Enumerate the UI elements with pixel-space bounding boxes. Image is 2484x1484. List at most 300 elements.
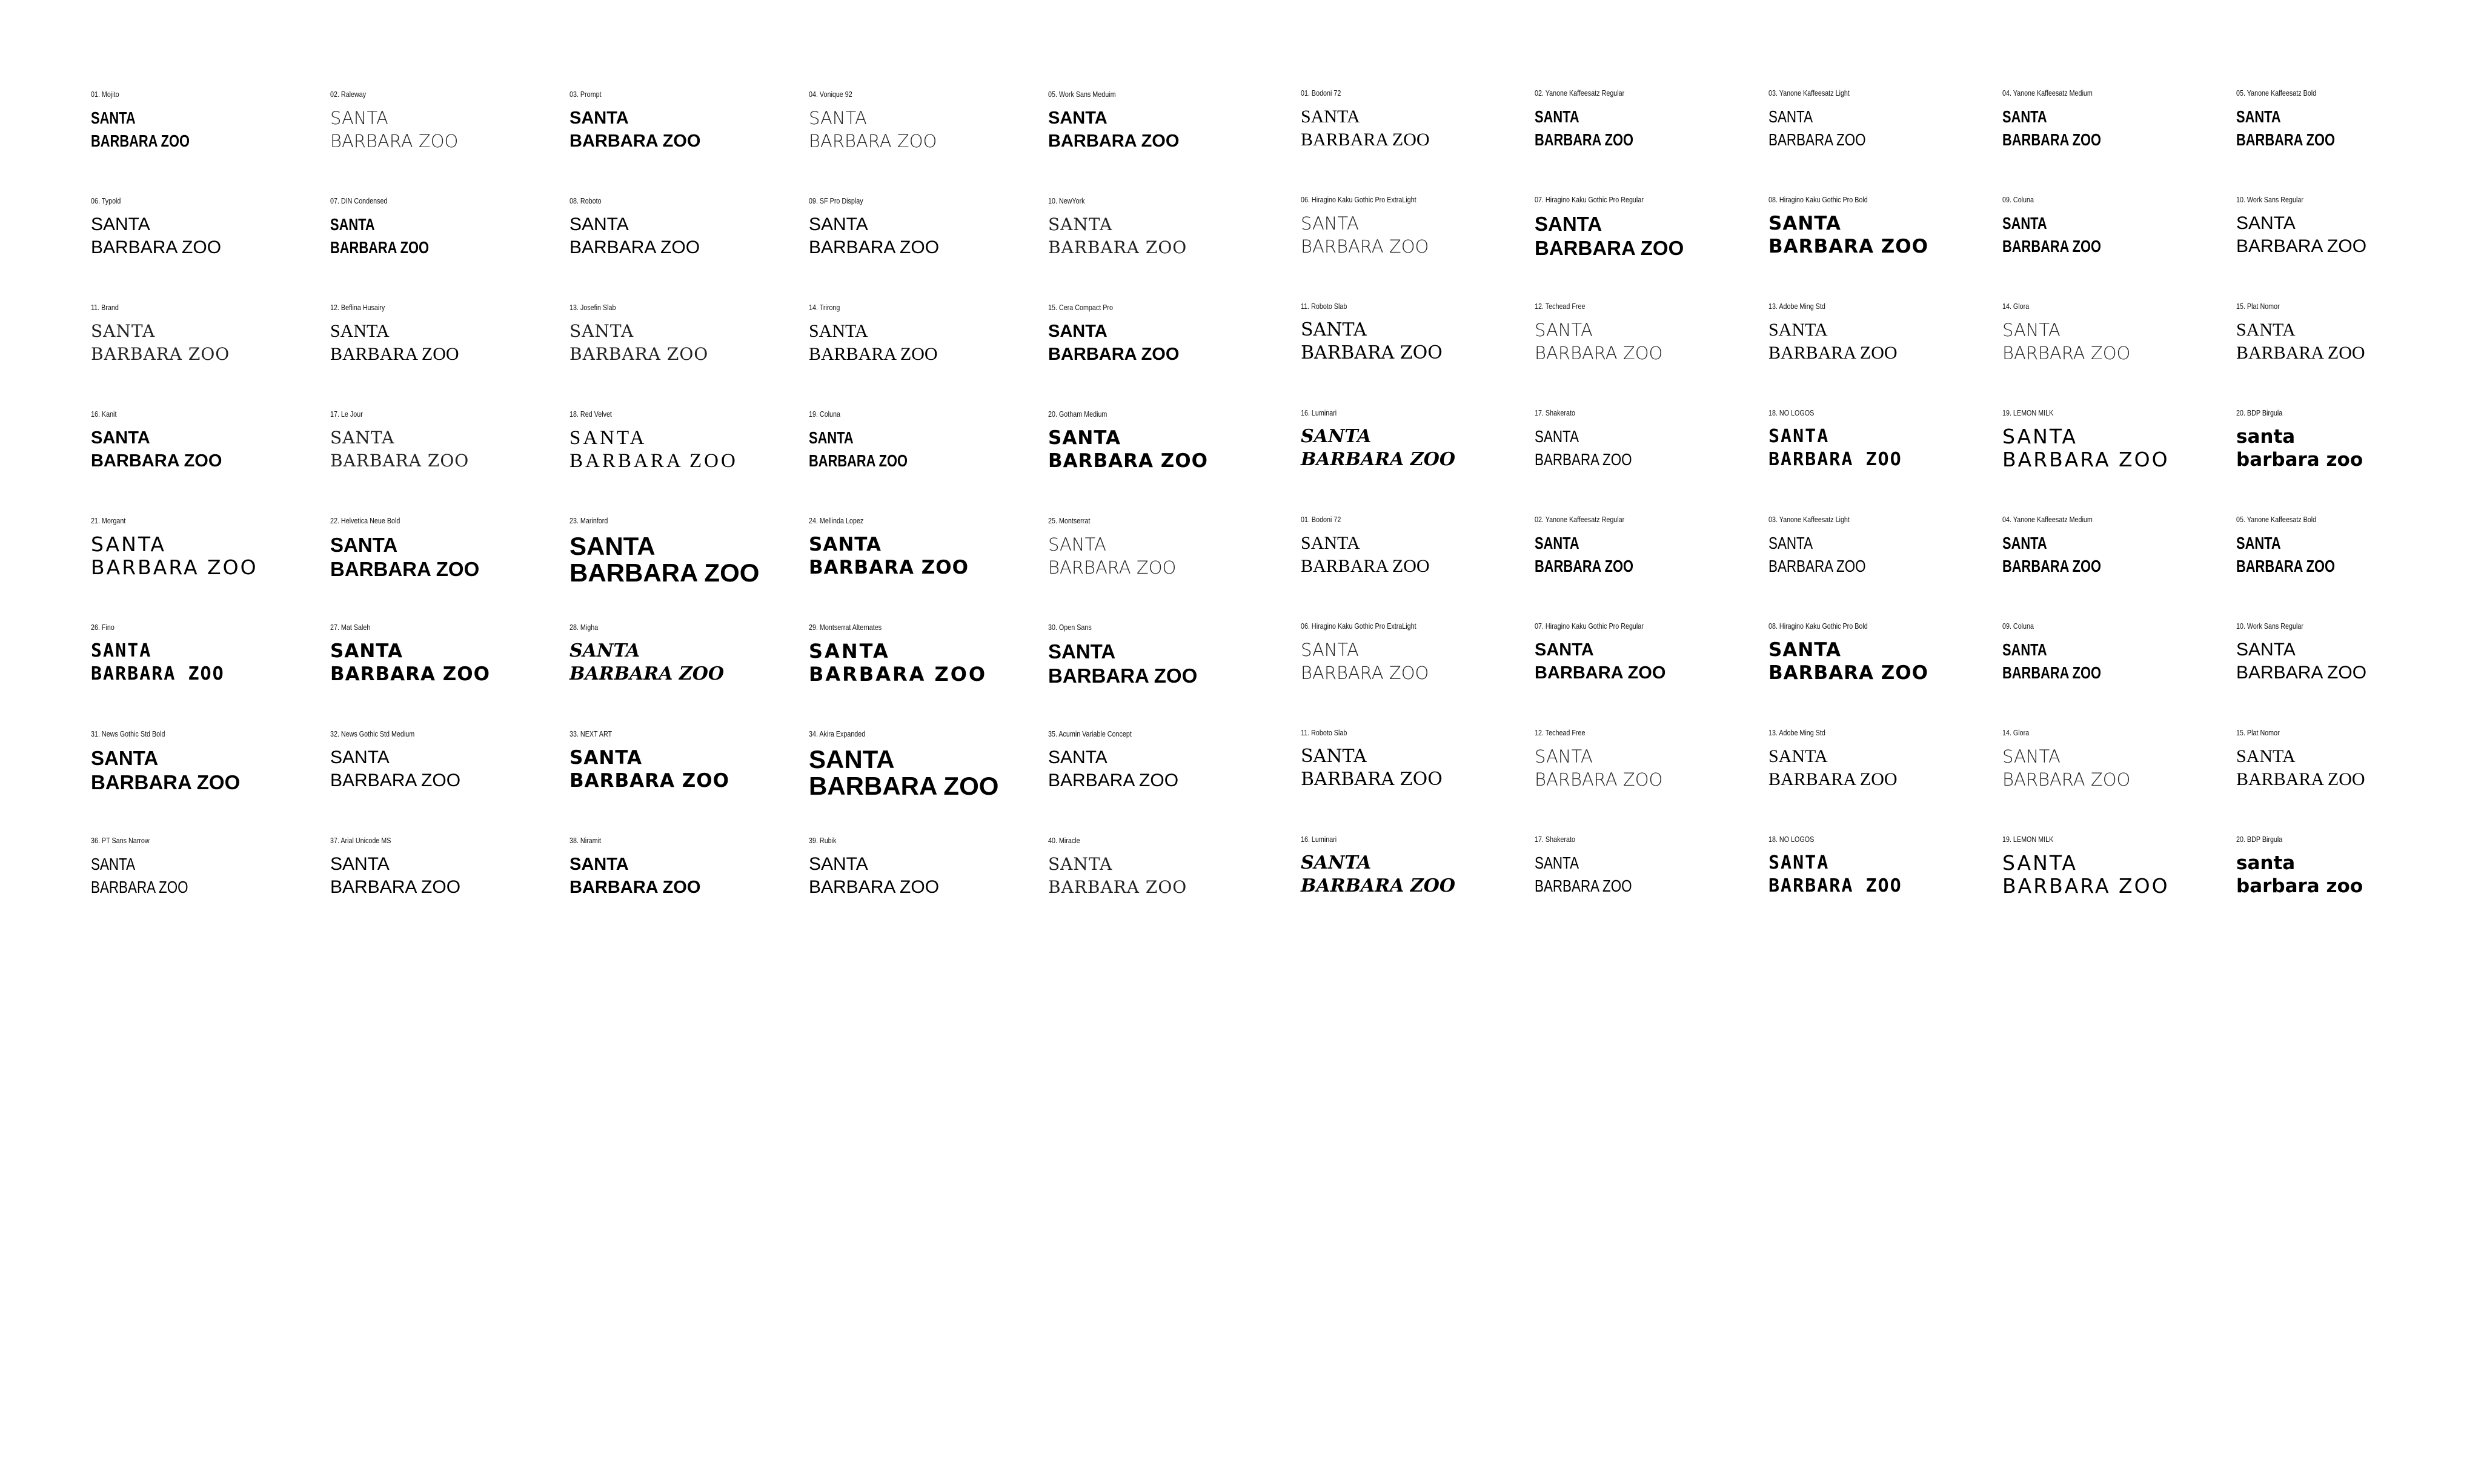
- sample-line-1: SANTA: [1301, 107, 1360, 127]
- sample-line-2: BARBARA ZOO: [1048, 770, 1179, 790]
- sample-line-1: SANTA: [1048, 427, 1121, 449]
- sample-line-1: SANTA: [91, 428, 150, 448]
- font-specimen: [1768, 515, 2002, 621]
- font-caption: 22. Helvetica Neue Bold: [330, 517, 400, 525]
- font-caption: 26. Fino: [91, 623, 115, 632]
- font-sample: [1768, 319, 2002, 365]
- sample-line-2: BARBARA ZOO: [1301, 663, 1429, 683]
- font-sample: [2002, 425, 2236, 471]
- font-caption: 24. Mellinda Lopez: [809, 517, 864, 525]
- font-specimen: [570, 196, 809, 303]
- font-specimen: [91, 409, 330, 516]
- font-specimen: [91, 90, 330, 196]
- font-sample: [91, 426, 330, 472]
- font-sample: [1535, 425, 1722, 471]
- sample-line-1: SANTA: [1768, 639, 1841, 661]
- font-specimen: [570, 516, 809, 623]
- sample-line-1: SANTA: [1048, 534, 1106, 555]
- font-specimen: [1301, 728, 1535, 835]
- font-sample: [330, 426, 570, 472]
- sample-line-2: BARBARA ZOO: [1048, 664, 1198, 687]
- font-specimen: [91, 516, 330, 623]
- font-specimen: [2002, 621, 2236, 728]
- font-specimen: [1535, 515, 1768, 621]
- sample-line-2: BARBARA ZOO: [2002, 130, 2101, 149]
- sample-line-2: BARBARA ZOO: [1768, 662, 1928, 684]
- sample-line-2: BARBARA ZOO: [809, 557, 969, 578]
- sample-line-2: BARBARA ZOO: [1301, 556, 1430, 576]
- sample-line-1: SANTA: [1768, 426, 1830, 447]
- font-specimen: [2002, 88, 2236, 195]
- sample-line-2: BARBARA ZOO: [1768, 343, 1898, 363]
- sample-line-2: BARBARA ZOO: [2236, 769, 2365, 789]
- font-specimen: [1535, 195, 1768, 302]
- font-specimen: [2002, 835, 2236, 941]
- font-sample: [2002, 638, 2185, 684]
- sample-line-1: SANTA: [91, 214, 150, 234]
- sample-line-1: SANTA: [330, 321, 390, 341]
- sample-line-2: BARBARA ZOO: [809, 237, 940, 257]
- sample-line-1: SANTA: [809, 854, 868, 874]
- font-sample: [1301, 425, 1535, 471]
- font-sample: [91, 640, 330, 686]
- font-specimen: [2236, 835, 2470, 941]
- font-specimen: [91, 623, 330, 729]
- font-specimen: [1301, 621, 1535, 728]
- font-specimen: [1048, 303, 1287, 409]
- font-sample: [2236, 425, 2470, 471]
- font-sample: [570, 533, 809, 586]
- sample-line-2: BARBARA ZOO: [2236, 557, 2335, 575]
- sample-line-1: SANTA: [1768, 320, 1828, 340]
- font-sample: [330, 853, 570, 899]
- sample-line-1: SANTA: [1535, 534, 1579, 552]
- sample-line-1: SANTA: [1048, 108, 1108, 128]
- sample-line-2: BARBARA ZOO: [1048, 131, 1180, 151]
- sample-line-1: SANTA: [2002, 425, 2077, 448]
- font-sample: [330, 213, 517, 259]
- font-caption: 06. Hiragino Kaku Gothic Pro ExtraLight: [1301, 196, 1416, 204]
- sample-line-2: BARBARA ZOO: [1301, 769, 1443, 790]
- font-sample: [1768, 425, 2002, 471]
- font-sample: [1048, 320, 1287, 366]
- sample-line-2: BARBARA ZOO: [91, 451, 222, 471]
- font-sample: [1301, 105, 1535, 151]
- font-caption: 05. Yanone Kaffeesatz Bold: [2236, 515, 2317, 524]
- font-sample: [1535, 319, 1768, 365]
- font-specimen: [330, 196, 570, 303]
- sample-line-2: BARBARA ZOO: [330, 877, 461, 897]
- sample-line-1: SANTA: [1301, 319, 1367, 340]
- sample-line-1: SANTA: [2236, 746, 2296, 766]
- font-specimen: [1048, 90, 1287, 196]
- sample-line-2: BARBARA ZOO: [1535, 343, 1663, 363]
- font-sample: [1048, 746, 1287, 792]
- sample-line-2: BARBARA ZOO: [330, 558, 480, 580]
- font-specimen: [1048, 409, 1287, 516]
- sample-line-1: SANTA: [570, 321, 634, 341]
- sample-line-2: BARBARA ZOO: [330, 131, 459, 151]
- sample-line-1: SANTA: [570, 427, 647, 449]
- font-caption: 05. Work Sans Meduim: [1048, 90, 1116, 99]
- font-caption: 38. Niramit: [570, 836, 601, 845]
- font-sample: [809, 426, 995, 472]
- sample-line-1: SANTA: [2236, 320, 2296, 340]
- sample-line-2: BARBARA ZOO: [91, 344, 230, 364]
- font-specimen: [1535, 408, 1768, 515]
- sample-line-2: BARBARA ZOO: [570, 237, 700, 257]
- sample-line-1: santa: [2236, 426, 2296, 448]
- sample-line-1: SANTA: [1768, 213, 1841, 234]
- font-specimen: [330, 516, 570, 623]
- sample-line-2: BARBARA ZOO: [1301, 449, 1456, 470]
- sample-line-1: SANTA: [2002, 851, 2077, 875]
- font-sample: [809, 320, 1048, 366]
- sample-line-1: SANTA: [330, 640, 403, 662]
- font-sample: [1048, 640, 1287, 688]
- font-sample: [809, 213, 1048, 259]
- font-caption: 30. Open Sans: [1048, 623, 1092, 632]
- font-specimen: [570, 623, 809, 729]
- font-caption: 06. Typold: [91, 197, 121, 205]
- font-sample: [1301, 319, 1535, 365]
- font-specimen: [1301, 408, 1535, 515]
- font-specimen: [91, 303, 330, 409]
- font-sample: [91, 213, 330, 259]
- sample-line-1: SANTA: [570, 855, 629, 874]
- sample-line-1: SANTA: [1301, 213, 1359, 234]
- font-sample: [570, 746, 809, 792]
- font-specimen: [330, 729, 570, 836]
- font-caption: 35. Acumin Variable Concept: [1048, 730, 1132, 738]
- font-caption: 01. Mojito: [91, 90, 119, 99]
- font-caption: 02. Yanone Kaffeesatz Regular: [1535, 515, 1625, 524]
- font-sample: [809, 853, 1048, 899]
- sample-line-1: SANTA: [1048, 640, 1116, 663]
- font-specimen: [2236, 195, 2470, 302]
- font-caption: 10. Work Sans Regular: [2236, 622, 2303, 631]
- font-caption: 20. BDP Birgula: [2236, 835, 2283, 844]
- sample-line-1: SANTA: [570, 747, 642, 769]
- font-specimen: [1048, 623, 1287, 729]
- sample-line-2: BARBARA ZOO: [1301, 875, 1456, 896]
- font-caption: 27. Mat Saleh: [330, 623, 371, 632]
- sample-line-2: BARBARA ZOO: [570, 663, 725, 684]
- font-specimen: [2002, 728, 2236, 835]
- font-specimen: [1048, 836, 1287, 942]
- font-specimen: [1768, 408, 2002, 515]
- sample-line-2: BARBARA ZOO: [1301, 130, 1430, 150]
- sample-line-2: BARBARA ZOO: [2002, 874, 2170, 898]
- font-caption: 06. Hiragino Kaku Gothic Pro ExtraLight: [1301, 622, 1416, 631]
- font-specimen: [570, 409, 809, 516]
- sample-line-1: SANTA: [2002, 746, 2061, 767]
- font-caption: 09. Coluna: [2002, 196, 2034, 204]
- sample-line-2: BARBARA ZOO: [1768, 557, 1866, 575]
- sample-line-2: BARBARA ZOO: [1048, 877, 1187, 897]
- font-sample: [1535, 532, 1717, 578]
- font-sample: [1048, 426, 1287, 472]
- sample-line-1: SANTA: [91, 321, 156, 341]
- font-caption: 33. NEXT ART: [570, 730, 613, 738]
- sample-line-1: SANTA: [2002, 320, 2061, 340]
- font-caption: 39. Rubik: [809, 836, 837, 845]
- font-caption: 04. Vonique 92: [809, 90, 852, 99]
- sample-line-1: SANTA: [330, 428, 395, 448]
- sample-line-1: SANTA: [330, 108, 388, 128]
- font-specimen: [1768, 302, 2002, 408]
- font-caption: 37. Arial Unicode MS: [330, 836, 391, 845]
- sample-line-1: SANTA: [1535, 746, 1593, 767]
- font-caption: 28. Migha: [570, 623, 599, 632]
- font-caption: 09. SF Pro Display: [809, 197, 863, 205]
- font-sample: [570, 320, 809, 366]
- font-specimen: [91, 836, 330, 942]
- font-caption: 31. News Gothic Std Bold: [91, 730, 165, 738]
- sample-line-1: SANTA: [809, 428, 854, 447]
- sample-line-1: SANTA: [1768, 107, 1813, 126]
- sample-line-1: SANTA: [1535, 107, 1579, 126]
- font-sample: [2236, 638, 2470, 684]
- font-sample: [330, 533, 570, 581]
- font-caption: 23. Marinford: [570, 517, 608, 525]
- font-caption: 10. Work Sans Regular: [2236, 196, 2303, 204]
- sample-line-2: BARBARA ZOO: [1768, 769, 1898, 789]
- font-specimen: [1768, 835, 2002, 941]
- sample-line-2: BARBARA ZOO: [1301, 342, 1443, 363]
- font-caption: 15. Cera Compact Pro: [1048, 303, 1113, 312]
- font-specimen: [330, 409, 570, 516]
- font-caption: 19. LEMON MILK: [2002, 409, 2054, 417]
- font-sample: [1768, 532, 1956, 578]
- font-sample: [1535, 745, 1768, 791]
- sample-line-1: SANTA: [1535, 853, 1579, 872]
- sample-line-2: BARBARA ZOO: [1048, 237, 1187, 257]
- sample-line-2: BARBARA ZOO: [2236, 663, 2367, 683]
- sample-line-2: BARBARA ZOO: [1535, 663, 1666, 683]
- font-specimen: [1768, 621, 2002, 728]
- sample-line-1: SANTA: [330, 215, 375, 234]
- font-sample: [570, 853, 809, 899]
- font-sample: [2002, 852, 2236, 898]
- sample-line-1: SANTA: [809, 214, 868, 234]
- font-specimen: [2236, 88, 2470, 195]
- sample-line-2: BARBARA ZOO: [2002, 663, 2101, 682]
- font-specimen: [809, 836, 1048, 942]
- font-caption: 18. Red Velvet: [570, 410, 612, 419]
- font-sample: [91, 746, 330, 795]
- font-specimen: [2002, 195, 2236, 302]
- sample-line-2: BARBARA ZOO: [570, 450, 738, 472]
- font-caption: 11. Roboto Slab: [1301, 302, 1347, 311]
- font-caption: 08. Hiragino Kaku Gothic Pro Bold: [1768, 196, 1868, 204]
- sample-line-1: SANTA: [1301, 640, 1359, 660]
- font-sample: [330, 640, 570, 686]
- sample-line-1: SANTA: [2002, 640, 2047, 659]
- font-specimen: [1301, 195, 1535, 302]
- font-caption: 17. Le Jour: [330, 410, 363, 419]
- font-sample: [1048, 213, 1287, 259]
- sample-line-2: BARBARA ZOO: [2002, 769, 2131, 790]
- font-specimen-grid-left: [91, 90, 1287, 942]
- font-caption: 10. NewYork: [1048, 197, 1085, 205]
- font-caption: 02. Yanone Kaffeesatz Regular: [1535, 89, 1625, 98]
- font-sample: [1048, 533, 1287, 579]
- font-sample: [330, 746, 570, 792]
- font-caption: 18. NO LOGOS: [1768, 409, 1815, 417]
- sample-line-1: SANTA: [2002, 534, 2047, 552]
- sample-line-1: SANTA: [91, 532, 166, 556]
- font-sample: [91, 320, 330, 366]
- sample-line-2: BARBARA ZOO: [330, 663, 490, 685]
- sample-line-1: SANTA: [2236, 640, 2296, 660]
- font-caption: 21. Morgant: [91, 517, 126, 525]
- font-specimen: [570, 729, 809, 836]
- font-specimen: [1301, 835, 1535, 941]
- sample-line-1: SANTA: [330, 747, 390, 767]
- font-sample: [1768, 212, 2002, 258]
- font-sample: [2002, 745, 2236, 791]
- font-specimen: [1535, 835, 1768, 941]
- font-sample: [2236, 532, 2419, 578]
- font-caption: 03. Yanone Kaffeesatz Light: [1768, 515, 1850, 524]
- sample-line-2: BARBARA ZOO: [91, 771, 241, 793]
- sample-line-2: BARBARA ZOO: [1048, 345, 1180, 364]
- font-specimen: [570, 90, 809, 196]
- font-caption: 16. Luminari: [1301, 835, 1337, 844]
- sample-line-1: SANTA: [1535, 320, 1593, 340]
- sample-line-2: BARBARA ZOO: [2002, 448, 2170, 471]
- font-sample: [1768, 745, 2002, 791]
- font-sample: [2236, 745, 2470, 791]
- sample-line-2: BARBARA ZOO: [91, 555, 258, 579]
- font-specimen: [1535, 621, 1768, 728]
- sample-line-2: barbara zoo: [2236, 449, 2363, 471]
- sample-line-1: SANTA: [1301, 746, 1367, 767]
- font-sample: [1535, 105, 1717, 151]
- font-caption: 04. Yanone Kaffeesatz Medium: [2002, 89, 2093, 98]
- font-sample: [809, 640, 1048, 686]
- sample-line-2: BARBARA ZOO: [570, 131, 701, 151]
- sample-line-1: SANTA: [1535, 640, 1594, 660]
- font-caption: 03. Yanone Kaffeesatz Light: [1768, 89, 1850, 98]
- sample-line-1: SANTA: [1048, 854, 1113, 874]
- font-caption: 16. Luminari: [1301, 409, 1337, 417]
- font-sample: [2236, 105, 2419, 151]
- font-caption: 29. Montserrat Alternates: [809, 623, 882, 632]
- sample-line-1: SANTA: [1535, 213, 1602, 235]
- sample-line-2: BARBARA ZOO: [809, 131, 937, 151]
- font-caption: 08. Roboto: [570, 197, 602, 205]
- sample-line-2: BARBARA ZOO: [809, 344, 938, 364]
- sample-line-1: SANTA: [2236, 534, 2281, 552]
- font-specimen: [1768, 88, 2002, 195]
- font-specimen: [809, 729, 1048, 836]
- font-sample: [330, 107, 570, 153]
- font-caption: 15. Plat Nomor: [2236, 729, 2280, 737]
- sample-line-1: SANTA: [1048, 322, 1108, 341]
- font-caption: 14. Glora: [2002, 729, 2030, 737]
- font-caption: 19. Coluna: [809, 410, 841, 419]
- sample-line-2: BARBARA ZOO: [809, 877, 940, 897]
- font-caption: 07. Hiragino Kaku Gothic Pro Regular: [1535, 196, 1644, 204]
- font-specimen: [809, 409, 1048, 516]
- font-specimen: [330, 836, 570, 942]
- font-specimen-grid-right: [1301, 88, 2470, 941]
- sample-line-1: SANTA: [570, 214, 629, 234]
- sample-line-1: SANTA: [1301, 426, 1372, 447]
- sample-line-1: SANTA: [809, 108, 867, 128]
- sample-line-1: SANTA: [570, 108, 629, 128]
- sample-line-2: BARBARA ZOO: [91, 131, 190, 150]
- font-sample: [2236, 852, 2470, 898]
- sample-line-2: BARBARA ZOO: [330, 344, 459, 364]
- font-sample: [2236, 212, 2470, 258]
- sample-line-2: BARBARA ZOO: [1768, 449, 1902, 470]
- font-caption: 08. Hiragino Kaku Gothic Pro Bold: [1768, 622, 1868, 631]
- font-sample: [1301, 532, 1535, 578]
- sample-line-1: SANTA: [809, 321, 868, 341]
- sample-line-1: SANTA: [809, 534, 882, 555]
- font-specimen: [1048, 729, 1287, 836]
- sample-line-2: BARBARA ZOO: [330, 770, 461, 790]
- font-specimen: [809, 516, 1048, 623]
- font-specimen: [2236, 408, 2470, 515]
- sample-line-1: SANTA: [1768, 746, 1828, 766]
- font-specimen: [2002, 408, 2236, 515]
- sample-line-1: SANTA: [91, 747, 159, 769]
- font-specimen: [809, 303, 1048, 409]
- font-caption: 13. Adobe Ming Std: [1768, 729, 1825, 737]
- font-specimen: [1768, 195, 2002, 302]
- font-sample: [1768, 638, 2002, 684]
- font-specimen: [809, 90, 1048, 196]
- font-specimen: [91, 729, 330, 836]
- sample-line-2: BARBARA ZOO: [2236, 130, 2335, 149]
- font-specimen: [1048, 196, 1287, 303]
- font-sample: [2002, 212, 2185, 258]
- font-sample: [809, 533, 1048, 579]
- font-caption: 18. NO LOGOS: [1768, 835, 1815, 844]
- font-caption: 12. Techead Free: [1535, 729, 1586, 737]
- sample-line-1: SANTA: [809, 640, 890, 663]
- font-caption: 17. Shakerato: [1535, 409, 1575, 417]
- sample-line-2: BARBARA ZOO: [1048, 450, 1208, 472]
- sample-line-1: SANTA: [330, 534, 398, 556]
- font-caption: 07. DIN Condensed: [330, 197, 388, 205]
- sample-line-1: SANTA: [2002, 214, 2047, 233]
- sample-line-1: SANTA: [2002, 107, 2047, 126]
- sample-line-2: BARBARA ZOO: [570, 558, 760, 587]
- font-caption: 15. Plat Nomor: [2236, 302, 2280, 311]
- sample-line-2: BARBARA ZOO: [809, 663, 988, 686]
- font-specimen: [1768, 728, 2002, 835]
- font-caption: 07. Hiragino Kaku Gothic Pro Regular: [1535, 622, 1644, 631]
- sample-line-2: BARBARA ZOO: [1535, 450, 1632, 469]
- font-specimen: [2236, 515, 2470, 621]
- font-sample: [570, 107, 809, 153]
- font-caption: 32. News Gothic Std Medium: [330, 730, 415, 738]
- font-specimen: [570, 836, 809, 942]
- font-sample: [1535, 638, 1768, 684]
- font-sample: [2236, 319, 2470, 365]
- sample-line-1: SANTA: [570, 640, 640, 661]
- sample-line-2: BARBARA ZOO: [2002, 343, 2131, 363]
- font-sample: [1301, 852, 1535, 898]
- font-sample: [1535, 852, 1722, 898]
- sample-line-2: BARBARA ZOO: [2002, 237, 2101, 256]
- font-specimen: [2236, 728, 2470, 835]
